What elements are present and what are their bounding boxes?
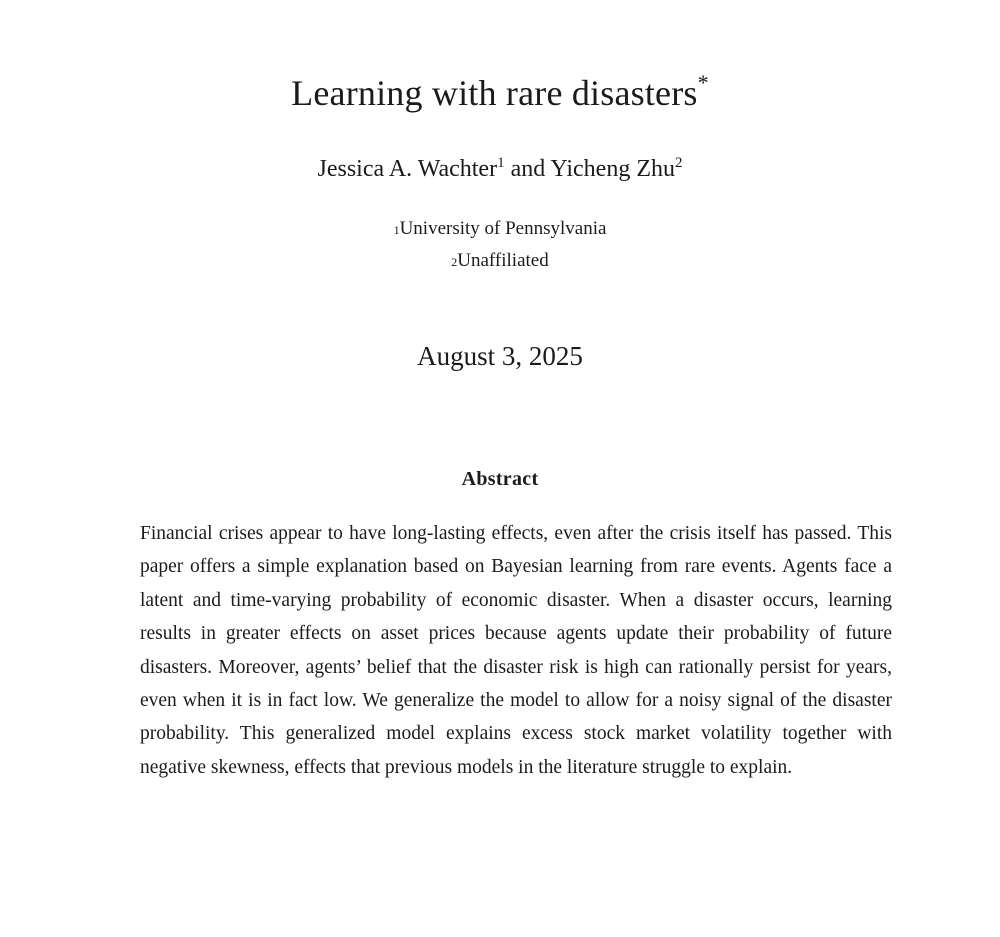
paper-title-text: Learning with rare disasters xyxy=(291,73,698,113)
affiliation-line-1 xyxy=(0,213,1000,245)
paper-title xyxy=(0,72,1000,114)
abstract-heading: Abstract xyxy=(461,468,539,490)
authors-separator: and xyxy=(504,156,551,182)
affiliation-marker-1: 1 xyxy=(393,223,400,237)
affiliation-name-2: Unaffiliated xyxy=(457,250,549,271)
author-name-1: Jessica A. Wachter xyxy=(317,156,498,182)
affiliation-line-2 xyxy=(0,245,1000,277)
author-affiliation-marker-2: 2 xyxy=(674,155,683,171)
affiliation-name-1: University of Pennsylvania xyxy=(399,218,607,239)
affiliation-marker-2: 2 xyxy=(451,255,458,269)
paper-date: August 3, 2025 xyxy=(417,341,583,371)
title-footnote-marker: * xyxy=(697,70,709,95)
author-name-2: Yicheng Zhu xyxy=(550,156,675,182)
author-affiliation-marker-1: 1 xyxy=(497,155,505,171)
abstract-text: Financial crises appear to have long-lasting effects, even after the crisis itself has passed. This paper offers a simple explanation based on Bayesian learning from rare events. Agents face a latent and time-varying probability of economic disaster. When a disaster occurs, learning results in greater effects on asset prices because agents update their probability of future disasters. Moreover, agents’ belief that the disaster risk is high can rationally persist for years, even when it is in fact low. We generalize the model to allow for a noisy signal of the disaster probability. This generalized model explains excess stock market volatility together with negative skewness, effects that previous models in the literature struggle to explain. xyxy=(140,523,892,778)
authors-line xyxy=(0,156,1000,183)
affiliations-block xyxy=(0,213,1000,277)
